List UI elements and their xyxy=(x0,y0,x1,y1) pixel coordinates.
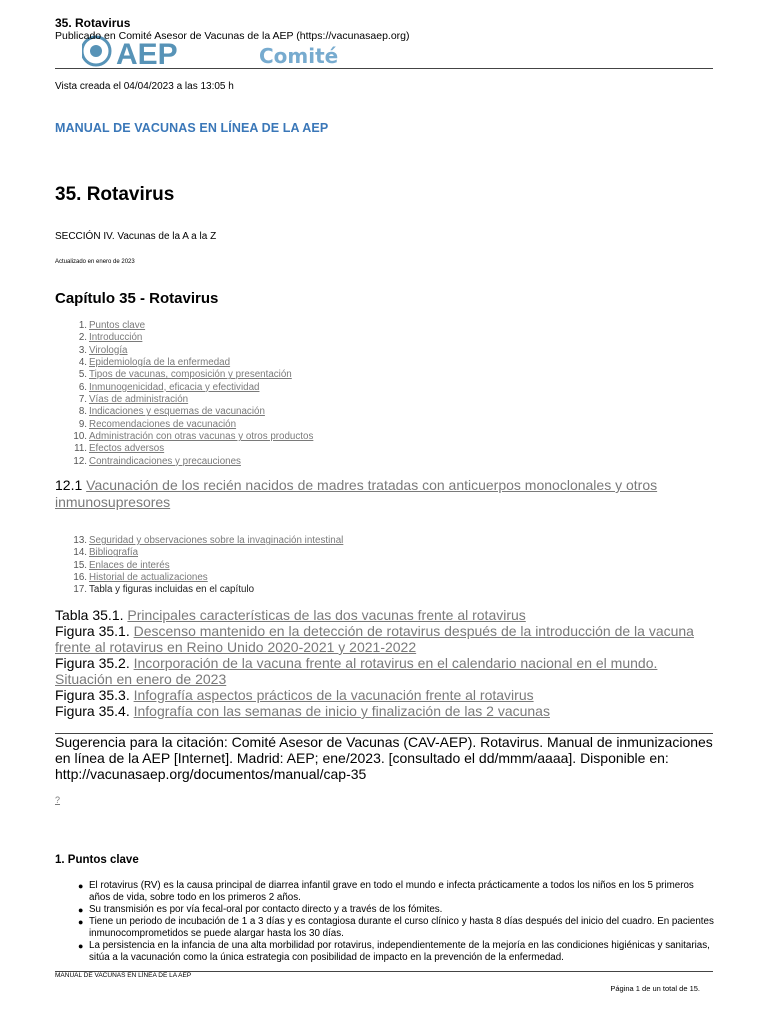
bullet-icon: ● xyxy=(78,881,84,891)
document-title: 35. Rotavirus xyxy=(55,16,131,30)
updated-date: Actualizado en enero de 2023 xyxy=(55,259,135,265)
toc-item-number: 13. xyxy=(73,535,87,546)
toc-item-number: 3. xyxy=(78,344,87,356)
svg-text:Comité: Comité xyxy=(259,44,339,68)
toc-item xyxy=(55,419,313,431)
figure-label: Figura 35.4. xyxy=(55,703,130,719)
bullet-icon: ● xyxy=(78,905,84,915)
figure-entry xyxy=(55,687,715,703)
toc-link-inmunogenicidad[interactable]: Inmunogenicidad, eficacia y efectividad xyxy=(89,381,260,393)
table-of-contents xyxy=(55,320,313,468)
published-in-line: Publicado en Comité Asesor de Vacunas de la AEP (https://vacunasaep.org) xyxy=(55,30,410,42)
key-point-text: La persistencia en la infancia de una alta morbilidad por rotavirus, independientemente de la mejoría en las condiciones higiénicas y sanitarias, sitúa a la vacunación como la única estrategia con posibilidad de impacto en la prevención de la enfermedad. xyxy=(89,940,710,963)
key-point-text: Su transmisión es por vía fecal-oral por contacto directo y a través de los fómites. xyxy=(89,904,443,915)
section-label: SECCIÓN IV. Vacunas de la A a la Z xyxy=(55,231,217,242)
toc-item xyxy=(55,560,343,572)
toc-item-number: 8. xyxy=(78,406,87,418)
toc-item-number: 4. xyxy=(78,357,87,369)
figure-link[interactable]: Infografía aspectos prácticos de la vacunación frente al rotavirus xyxy=(133,687,534,703)
figure-entry xyxy=(55,607,715,623)
list-item xyxy=(55,916,715,940)
svg-text:AEP: AEP xyxy=(116,38,178,71)
toc-link-introduccion[interactable]: Introducción xyxy=(89,332,143,344)
figure-label: Figura 35.3. xyxy=(55,687,130,703)
toc-item-number: 11. xyxy=(74,443,87,455)
table-of-contents-continued xyxy=(55,535,343,597)
toc-link-administracion-otras-vacunas[interactable]: Administración con otras vacunas y otros productos xyxy=(89,431,314,443)
toc-item-number: 16. xyxy=(73,572,87,584)
figure-entry xyxy=(55,703,715,719)
citation-text: Sugerencia para la citación: Comité Asesor de Vacunas (CAV-AEP). Rotavirus. Manual de inmunizaciones en línea de la AEP [Internet]. Madrid: AEP; ene/2023. [consultado el dd/mmm/aaaa]. Disponible en: http://vacunasaep.org/documentos/manual/cap-35 xyxy=(55,734,713,782)
header-divider xyxy=(55,68,713,69)
toc-link-recien-nacidos-monoclonales[interactable]: Vacunación de los recién nacidos de madres tratadas con anticuerpos monoclonales y otros inmunosupresores xyxy=(55,477,658,510)
figure-link[interactable]: Infografía con las semanas de inicio y finalización de las 2 vacunas xyxy=(133,703,550,719)
figure-entry xyxy=(55,623,715,655)
toc-link-vias-de-administracion[interactable]: Vías de administración xyxy=(89,394,189,406)
toc-item xyxy=(55,443,313,455)
toc-item xyxy=(55,369,313,381)
back-to-top-link[interactable]: ? xyxy=(55,795,61,805)
figures-list xyxy=(55,607,715,719)
figure-link[interactable]: Principales características de las dos vacunas frente al rotavirus xyxy=(127,607,526,623)
list-item xyxy=(55,880,715,904)
toc-link-bibliografia[interactable]: Bibliografía xyxy=(89,547,139,559)
list-item xyxy=(55,904,715,916)
toc-item-current: Tabla y figuras incluidas en el capítulo xyxy=(89,584,255,596)
page-title: 35. Rotavirus xyxy=(55,184,175,205)
manual-link[interactable]: MANUAL DE VACUNAS EN LÍNEA DE LA AEP xyxy=(55,121,329,135)
toc-item xyxy=(55,584,343,596)
figure-link[interactable]: Incorporación de la vacuna frente al rotavirus en el calendario nacional en el mundo. Situación en enero de 2023 xyxy=(55,655,658,687)
toc-item-number: 1. xyxy=(78,320,87,331)
toc-item xyxy=(55,345,313,357)
figure-link[interactable]: Descenso mantenido en la detección de rotavirus después de la introducción de la vacuna frente al rotavirus en Reino Unido 2020-2021 y 2021-2022 xyxy=(55,623,694,655)
toc-item xyxy=(55,535,343,547)
toc-subitem xyxy=(55,477,695,511)
toc-link-seguridad[interactable]: Seguridad y observaciones sobre la invaginación intestinal xyxy=(89,535,344,546)
key-point-text: Tiene un periodo de incubación de 1 a 3 días y es contagiosa durante el curso clínico y hasta 8 días después del inicio del cuadro. En pacientes inmunocomprometidos se puede alargar hasta los 30 días. xyxy=(89,916,714,939)
toc-subitem-number: 12.1 xyxy=(55,477,83,493)
toc-item-number: 15. xyxy=(73,559,87,571)
toc-item xyxy=(55,547,343,559)
footer-manual-name: MANUAL DE VACUNAS EN LÍNEA DE LA AEP xyxy=(55,972,192,979)
toc-item xyxy=(55,320,313,332)
toc-item xyxy=(55,406,313,418)
toc-link-historial[interactable]: Historial de actualizaciones xyxy=(89,572,208,584)
toc-item-number: 9. xyxy=(78,418,87,430)
toc-item-number: 7. xyxy=(78,394,87,406)
figure-label: Figura 35.2. xyxy=(55,655,130,671)
figure-label: Figura 35.1. xyxy=(55,623,130,639)
figure-label: Tabla 35.1. xyxy=(55,607,124,623)
toc-item-number: 17. xyxy=(73,584,87,596)
toc-item xyxy=(55,456,313,468)
toc-link-epidemiologia[interactable]: Epidemiología de la enfermedad xyxy=(89,357,231,369)
chapter-heading: Capítulo 35 - Rotavirus xyxy=(55,290,219,307)
toc-item xyxy=(55,382,313,394)
toc-link-contraindicaciones[interactable]: Contraindicaciones y precauciones xyxy=(89,455,241,467)
list-item xyxy=(55,940,715,964)
toc-item-number: 10. xyxy=(73,431,87,443)
toc-item-number: 14. xyxy=(73,547,87,559)
toc-link-indicaciones[interactable]: Indicaciones y esquemas de vacunación xyxy=(89,406,265,418)
toc-link-puntos-clave[interactable]: Puntos clave xyxy=(89,320,146,331)
figure-entry xyxy=(55,655,715,687)
footer-page-number: Página 1 de un total de 15. xyxy=(610,984,700,993)
key-point-text: El rotavirus (RV) es la causa principal de diarrea infantil grave en todo el mundo e infecta prácticamente a todos los niños en los 5 primeros años de vida, sobre todo en los primeros 2 años. xyxy=(89,880,694,903)
toc-item xyxy=(55,572,343,584)
toc-item-number: 12. xyxy=(73,455,87,467)
toc-item-number: 2. xyxy=(78,332,87,344)
toc-item xyxy=(55,394,313,406)
toc-link-enlaces[interactable]: Enlaces de interés xyxy=(89,559,170,571)
view-created-date: Vista creada el 04/04/2023 a las 13:05 h xyxy=(55,81,234,92)
toc-item xyxy=(55,357,313,369)
key-points-list xyxy=(55,880,715,964)
toc-item-number: 6. xyxy=(78,381,87,393)
toc-item xyxy=(55,431,313,443)
toc-item-number: 5. xyxy=(78,369,87,381)
toc-link-virologia[interactable]: Virología xyxy=(89,344,128,356)
toc-link-efectos-adversos[interactable]: Efectos adversos xyxy=(89,443,165,455)
bullet-icon: ● xyxy=(78,941,84,951)
toc-link-tipos-de-vacunas[interactable]: Tipos de vacunas, composición y presentación xyxy=(89,369,292,381)
bullet-icon: ● xyxy=(78,917,84,927)
key-points-heading: 1. Puntos clave xyxy=(55,854,139,866)
toc-item xyxy=(55,332,313,344)
toc-link-recomendaciones[interactable]: Recomendaciones de vacunación xyxy=(89,418,237,430)
